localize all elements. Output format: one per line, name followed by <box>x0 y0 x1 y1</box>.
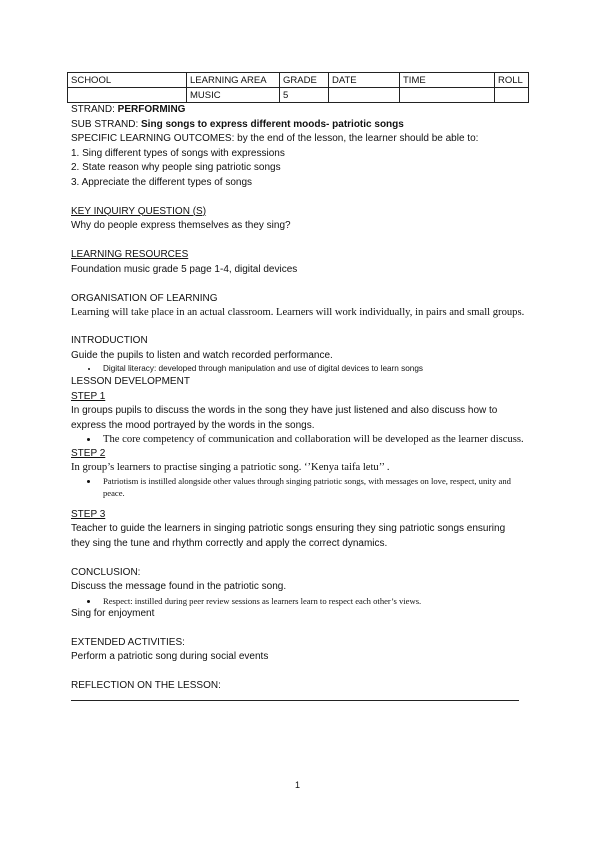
organisation-heading: ORGANISATION OF LEARNING <box>71 292 218 304</box>
step2-heading: STEP 2 <box>71 447 106 459</box>
cell-date-label: DATE <box>329 73 400 88</box>
step3-heading: STEP 3 <box>71 508 106 520</box>
cell-school-label: SCHOOL <box>68 73 187 88</box>
step1-bullets <box>71 433 526 447</box>
introduction-heading: INTRODUCTION <box>71 335 148 346</box>
introduction-text: Guide the pupils to listen and watch recorded performance. <box>71 349 333 361</box>
step1-bullet: • The core competency of communication and collaboration will be developed as the learner discuss. <box>99 433 526 447</box>
resources-text: Foundation music grade 5 page 1-4, digital devices <box>71 263 298 275</box>
resources-heading: LEARNING RESOURCES <box>71 249 189 260</box>
conclusion-heading: CONCLUSION: <box>71 566 141 578</box>
header-row-labels <box>68 73 529 88</box>
cell-grade-value: 5 <box>280 88 329 103</box>
inquiry-text: Why do people express themselves as they sing? <box>71 220 291 231</box>
introduction-bullets <box>71 363 526 375</box>
reflection-heading: REFLECTION ON THE LESSON: <box>71 680 221 691</box>
organisation-text: Learning will take place in an actual classroom. Learners will work individually, in pairs and small groups. <box>71 307 525 318</box>
step3-text: Teacher to guide the learners in singing patriotic songs ensuring they sing patriotic songs ensuring they sing the tune and rhythm correctly and apply the correct dynamics. <box>71 523 506 549</box>
sub-strand-label: SUB STRAND: <box>71 118 142 130</box>
strand-line <box>71 103 526 118</box>
strand-value: PERFORMING <box>117 104 186 115</box>
cell-learning-area-value: MUSIC <box>187 88 280 103</box>
lesson-heading: LESSON DEVELOPMENT <box>71 376 190 387</box>
step1-text: In groups pupils to discuss the words in the song they have just listened and also discuss how to express the mood portrayed by the words in the songs. <box>71 405 498 431</box>
introduction-bullet: • Digital literacy: developed through manipulation and use of digital devices to learn songs <box>99 363 526 375</box>
extended-text: Perform a patriotic song during social events <box>71 651 269 662</box>
step1-heading: STEP 1 <box>71 390 106 402</box>
step2-bullet: • Patriotism is instilled alongside other values through singing patriotic songs, with messages on love, respect, unity and peace. <box>99 475 526 499</box>
conclusion-after: Sing for enjoyment <box>71 607 155 619</box>
cell-school-value <box>68 88 187 103</box>
step2-text: In group’s learners to practise singing a patriotic song. ‘’Kenya taifa letu’’ . <box>71 462 390 473</box>
strand-label: STRAND: <box>71 104 118 115</box>
extended-heading: EXTENDED ACTIVITIES: <box>71 636 185 648</box>
cell-roll-label: ROLL <box>495 73 529 88</box>
cell-grade-label: GRADE <box>280 73 329 88</box>
lesson-header-table <box>67 72 529 103</box>
conclusion-bullets <box>71 595 526 607</box>
outcome-item: 3. Appreciate the different types of songs <box>71 176 253 188</box>
cell-learning-area-label: LEARNING AREA <box>187 73 280 88</box>
outcome-item: 2. State reason why people sing patriotic songs <box>71 162 281 173</box>
step2-bullets <box>71 475 526 499</box>
outcome-item: 1. Sing different types of songs with expressions <box>71 147 285 159</box>
page-number: 1 <box>294 780 300 790</box>
sub-strand-value: Sing songs to express different moods- patriotic songs <box>141 118 404 130</box>
sub-strand-line <box>71 118 526 133</box>
cell-roll-value <box>495 88 529 103</box>
conclusion-text: Discuss the message found in the patriotic song. <box>71 581 287 592</box>
outcomes-heading: SPECIFIC LEARNING OUTCOMES: by the end of the lesson, the learner should be able to: <box>71 133 479 144</box>
reflection-answer-line <box>71 694 519 701</box>
inquiry-heading: KEY INQUIRY QUESTION (S) <box>71 205 207 217</box>
cell-date-value <box>329 88 400 103</box>
lesson-content <box>71 103 526 701</box>
header-row-values <box>68 88 529 103</box>
cell-time-value <box>400 88 495 103</box>
conclusion-bullet: • Respect: instilled during peer review sessions as learners learn to respect each other’s views. <box>99 595 526 607</box>
cell-time-label: TIME <box>400 73 495 88</box>
